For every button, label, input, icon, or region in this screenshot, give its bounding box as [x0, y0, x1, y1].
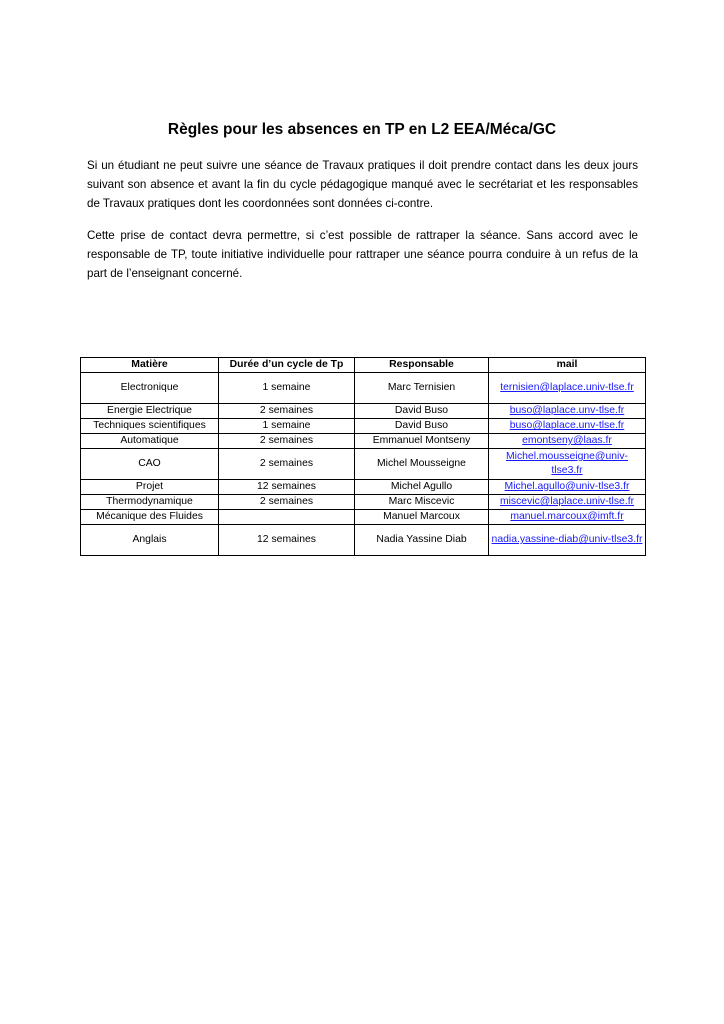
cell-matiere: Projet [81, 480, 219, 495]
cell-responsable: Manuel Marcoux [355, 510, 489, 525]
cell-responsable: Michel Agullo [355, 480, 489, 495]
table-row [81, 525, 646, 556]
mail-link[interactable]: Michel.mousseigne@univ-tlse3.fr [505, 451, 628, 476]
tp-contacts-table [80, 357, 646, 556]
cell-matiere: Thermodynamique [81, 495, 219, 510]
cell-duree: 2 semaines [219, 449, 355, 480]
cell-mail [489, 434, 646, 449]
paragraph-1: Si un étudiant ne peut suivre une séance de Travaux pratiques il doit prendre contact dans les deux jours suivant son absence et avant la fin du cycle pédagogique manqué avec le secrétariat et les responsables de Travaux pratiques dont les coordonnées sont données ci-contre. [87, 159, 638, 210]
document-title: Règles pour les absences en TP en L2 EEA/Méca/GC [167, 121, 557, 138]
table-row [81, 510, 646, 525]
cell-duree: 1 semaine [219, 373, 355, 404]
table-header-row [81, 358, 646, 373]
mail-link[interactable]: manuel.marcoux@imft.fr [510, 511, 624, 522]
cell-responsable: Emmanuel Montseny [355, 434, 489, 449]
cell-responsable: Marc Miscevic [355, 495, 489, 510]
cell-duree: 2 semaines [219, 495, 355, 510]
cell-matiere: Automatique [81, 434, 219, 449]
mail-link[interactable]: buso@laplace.unv-tlse.fr [509, 405, 625, 416]
cell-matiere: Electronique [81, 373, 219, 404]
cell-duree [219, 510, 355, 525]
cell-mail [489, 480, 646, 495]
cell-responsable: Michel Mousseigne [355, 449, 489, 480]
mail-link[interactable]: ternisien@laplace.univ-tlse.fr [500, 382, 634, 393]
mail-link[interactable]: Michel.agullo@univ-tlse3.fr [504, 481, 630, 492]
header-mail: mail [489, 358, 646, 373]
cell-duree: 12 semaines [219, 525, 355, 556]
cell-duree: 2 semaines [219, 404, 355, 419]
mail-link[interactable]: nadia.yassine-diab@univ-tlse3.fr [491, 534, 643, 545]
table-row [81, 434, 646, 449]
mail-link[interactable]: buso@laplace.unv-tlse.fr [509, 420, 625, 431]
cell-mail [489, 525, 646, 556]
cell-mail [489, 373, 646, 404]
cell-mail [489, 495, 646, 510]
table-row [81, 480, 646, 495]
cell-mail [489, 449, 646, 480]
cell-responsable: Nadia Yassine Diab [355, 525, 489, 556]
header-responsable: Responsable [355, 358, 489, 373]
table-row [81, 449, 646, 480]
table-row [81, 404, 646, 419]
mail-link[interactable]: miscevic@laplace.univ-tlse.fr [499, 496, 635, 507]
cell-duree: 1 semaine [219, 419, 355, 434]
cell-matiere: Mécanique des Fluides [81, 510, 219, 525]
table-row [81, 495, 646, 510]
table-row [81, 419, 646, 434]
cell-matiere: Energie Electrique [81, 404, 219, 419]
mail-link[interactable]: emontseny@laas.fr [522, 435, 612, 446]
cell-duree: 2 semaines [219, 434, 355, 449]
header-matiere: Matière [81, 358, 219, 373]
cell-mail [489, 404, 646, 419]
cell-matiere: CAO [81, 449, 219, 480]
header-duree: Durée d’un cycle de Tp [219, 358, 355, 373]
table-row [81, 373, 646, 404]
cell-duree: 12 semaines [219, 480, 355, 495]
cell-responsable: Marc Ternisien [355, 373, 489, 404]
cell-matiere: Anglais [81, 525, 219, 556]
paragraph-2: Cette prise de contact devra permettre, si c’est possible de rattraper la séance. Sans accord avec le responsable de TP, toute initiative individuelle pour rattraper une séance pourra conduire à un refus de la part de l’enseignant concerné. [87, 229, 638, 280]
cell-mail [489, 510, 646, 525]
cell-mail [489, 419, 646, 434]
cell-responsable: David Buso [355, 404, 489, 419]
cell-responsable: David Buso [355, 419, 489, 434]
cell-matiere: Techniques scientifiques [81, 419, 219, 434]
